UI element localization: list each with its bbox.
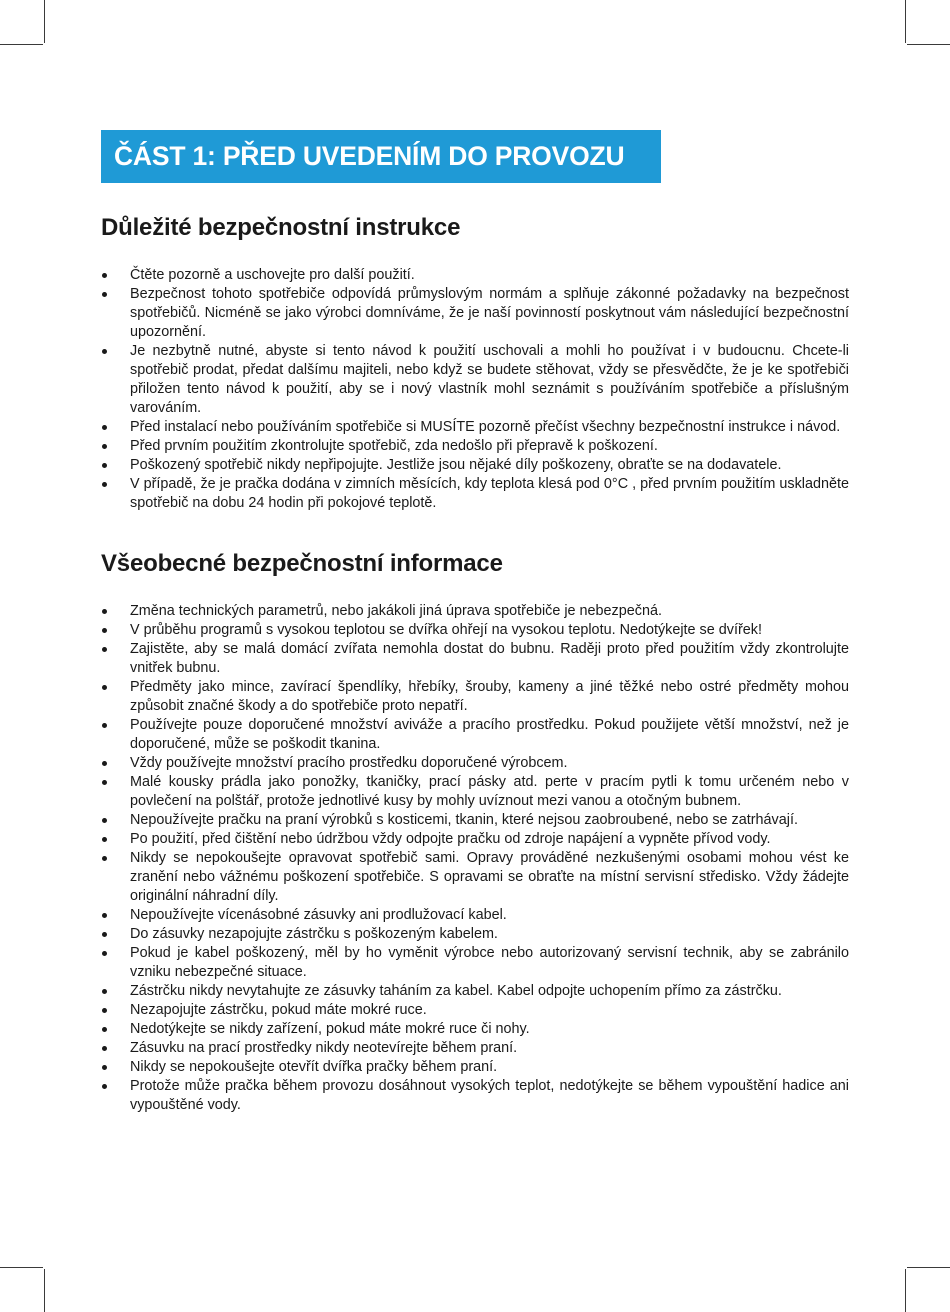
list-item-text: Po použití, před čištění nebo údržbou vždy odpojte pračku od zdroje napájení a vypněte přívod vody.: [130, 831, 771, 847]
section-important-safety-instructions: [101, 214, 849, 513]
list-item: [101, 602, 849, 621]
list-item-text: Zástrčku nikdy nevytahujte ze zásuvky taháním za kabel. Kabel odpojte uchopením přímo za zástrčku.: [130, 983, 782, 999]
list-item-text: Poškozený spotřebič nikdy nepřipojujte. Jestliže jsou nějaké díly poškozeny, obraťte se na dodavatele.: [130, 457, 782, 473]
list-item: [101, 849, 849, 906]
bullet-icon: [102, 837, 107, 842]
list-item-text: Nezapojujte zástrčku, pokud máte mokré ruce.: [130, 1002, 427, 1018]
bullet-icon: [102, 1046, 107, 1051]
list-item: [101, 456, 849, 475]
list-item: [101, 1001, 849, 1020]
list-item: [101, 1020, 849, 1039]
bullet-icon: [102, 349, 107, 354]
bullet-icon: [102, 273, 107, 278]
bullet-icon: [102, 932, 107, 937]
list-item-text: Zásuvku na prací prostředky nikdy neotevírejte během praní.: [130, 1040, 518, 1056]
bullet-list: [101, 602, 849, 1115]
list-item-text: Nikdy se nepokoušejte otevřít dvířka pračky během praní.: [130, 1059, 498, 1075]
bullet-icon: [102, 1065, 107, 1070]
crop-mark-bottom-right: [905, 1269, 906, 1312]
list-item-text: Před instalací nebo používáním spotřebiče si MUSÍTE pozorně přečíst všechny bezpečnostní instrukce i návod.: [130, 419, 841, 435]
list-item: [101, 925, 849, 944]
list-item: [101, 1058, 849, 1077]
section-general-safety-information: [101, 550, 849, 1115]
bullet-icon: [102, 1084, 107, 1089]
list-item: [101, 475, 849, 513]
bullet-icon: [102, 723, 107, 728]
list-item-text: Čtěte pozorně a uschovejte pro další použití.: [130, 267, 415, 283]
list-item-text: Malé kousky prádla jako ponožky, tkaničky, prací pásky atd. perte v pracím pytli k tomu určeném nebo v povlečení na polštář, protože jednotlivé kusy by mohly uvíznout mezi vanou a otočným bubnem.: [130, 774, 849, 809]
list-item-text: V průběhu programů s vysokou teplotou se dvířka ohřejí na vysokou teplotu. Nedotýkejte se dvířek!: [130, 622, 762, 638]
list-item: [101, 1039, 849, 1058]
bullet-icon: [102, 292, 107, 297]
crop-mark-bottom-right-h: [907, 1267, 950, 1268]
section-heading: Důležité bezpečnostní instrukce: [101, 214, 461, 241]
list-item-text: Bezpečnost tohoto spotřebiče odpovídá průmyslovým normám a splňuje zákonné požadavky na bezpečnost spotřebičů. Nicméně se jako výrobci domníváme, že je naší povinností poskytnout vám následující bezpečnostní upozornění.: [130, 286, 849, 340]
list-item: [101, 982, 849, 1001]
list-item-text: Zajistěte, aby se malá domácí zvířata nemohla dostat do bubnu. Raději proto před použitím vždy zkontrolujte vnitřek bubnu.: [130, 641, 849, 676]
crop-mark-bottom-left-h: [0, 1267, 43, 1268]
list-item-text: Změna technických parametrů, nebo jakákoli jiná úprava spotřebiče je nebezpečná.: [130, 603, 662, 619]
list-item: [101, 773, 849, 811]
bullet-icon: [102, 761, 107, 766]
bullet-icon: [102, 1027, 107, 1032]
crop-mark-top-left-h: [0, 44, 43, 45]
crop-mark-top-right-h: [907, 44, 950, 45]
list-item: [101, 266, 849, 285]
list-item: [101, 716, 849, 754]
list-item-text: Nepoužívejte pračku na praní výrobků s kosticemi, tkanin, které nejsou zaobroubené, nebo se zatrhávají.: [130, 812, 798, 828]
list-item: [101, 678, 849, 716]
bullet-icon: [102, 818, 107, 823]
part-title: ČÁST 1: PŘED UVEDENÍM DO PROVOZU: [114, 141, 625, 171]
part-banner: [101, 130, 661, 183]
list-item-text: V případě, že je pračka dodána v zimních měsících, kdy teplota klesá pod 0°C , před prvním použitím uskladněte spotřebič na dobu 24 hodin při pokojové teplotě.: [130, 476, 849, 511]
bullet-icon: [102, 609, 107, 614]
list-item: [101, 640, 849, 678]
list-item-text: Předměty jako mince, zavírací špendlíky, hřebíky, šrouby, kameny a jiné těžké nebo ostré předměty mohou způsobit značné škody a do spotřebiče proto nepatří.: [130, 679, 849, 714]
list-item: [101, 830, 849, 849]
list-item: [101, 754, 849, 773]
bullet-icon: [102, 482, 107, 487]
list-item-text: Vždy používejte množství pracího prostředku doporučené výrobcem.: [130, 755, 568, 771]
bullet-icon: [102, 856, 107, 861]
bullet-list: [101, 266, 849, 513]
list-item: [101, 437, 849, 456]
list-item-text: Nepoužívejte vícenásobné zásuvky ani prodlužovací kabel.: [130, 907, 507, 923]
list-item: [101, 811, 849, 830]
bullet-icon: [102, 989, 107, 994]
bullet-icon: [102, 1008, 107, 1013]
bullet-icon: [102, 444, 107, 449]
list-item-text: Nedotýkejte se nikdy zařízení, pokud máte mokré ruce či nohy.: [130, 1021, 530, 1037]
bullet-icon: [102, 425, 107, 430]
list-item-text: Do zásuvky nezapojujte zástrčku s poškozeným kabelem.: [130, 926, 498, 942]
crop-mark-bottom-left: [44, 1269, 45, 1312]
bullet-icon: [102, 628, 107, 633]
list-item-text: Protože může pračka během provozu dosáhnout vysokých teplot, nedotýkejte se během vypouštění hadice ani vypouštěné vody.: [130, 1078, 849, 1113]
bullet-icon: [102, 951, 107, 956]
list-item: [101, 342, 849, 418]
crop-mark-top-left: [44, 0, 45, 43]
list-item: [101, 906, 849, 925]
bullet-icon: [102, 685, 107, 690]
bullet-icon: [102, 913, 107, 918]
list-item-text: Je nezbytně nutné, abyste si tento návod k použití uschovali a mohli ho používat i v budoucnu. Chcete-li spotřebič prodat, předat dalšímu majiteli, nebo když se budete stěhovat, vždy se přesvědčte, že je ke spotřebiči přiložen tento návod k použití, aby se i nový vlastník mohl seznámit s používáním spotřebiče a příslušným varováním.: [130, 343, 849, 416]
list-item: [101, 1077, 849, 1115]
list-item: [101, 285, 849, 342]
bullet-icon: [102, 647, 107, 652]
list-item-text: Nikdy se nepokoušejte opravovat spotřebič sami. Opravy prováděné nezkušenými osobami mohou vést ke zranění nebo vážnému poškození spotřebiče. S opravami se obraťte na místní servisní středisko. Vždy žádejte originální náhradní díly.: [130, 850, 849, 904]
list-item: [101, 418, 849, 437]
list-item-text: Před prvním použitím zkontrolujte spotřebič, zda nedošlo při přepravě k poškození.: [130, 438, 658, 454]
list-item-text: Používejte pouze doporučené množství aviváže a pracího prostředku. Pokud použijete větší množství, než je doporučené, může se poškodit tkanina.: [130, 717, 849, 752]
list-item-text: Pokud je kabel poškozený, měl by ho vyměnit výrobce nebo autorizovaný servisní technik, aby se zabránilo vzniku nebezpečné situace.: [130, 945, 849, 980]
list-item: [101, 621, 849, 640]
crop-mark-top-right: [905, 0, 906, 43]
bullet-icon: [102, 780, 107, 785]
list-item: [101, 944, 849, 982]
section-heading: Všeobecné bezpečnostní informace: [101, 550, 503, 577]
bullet-icon: [102, 463, 107, 468]
